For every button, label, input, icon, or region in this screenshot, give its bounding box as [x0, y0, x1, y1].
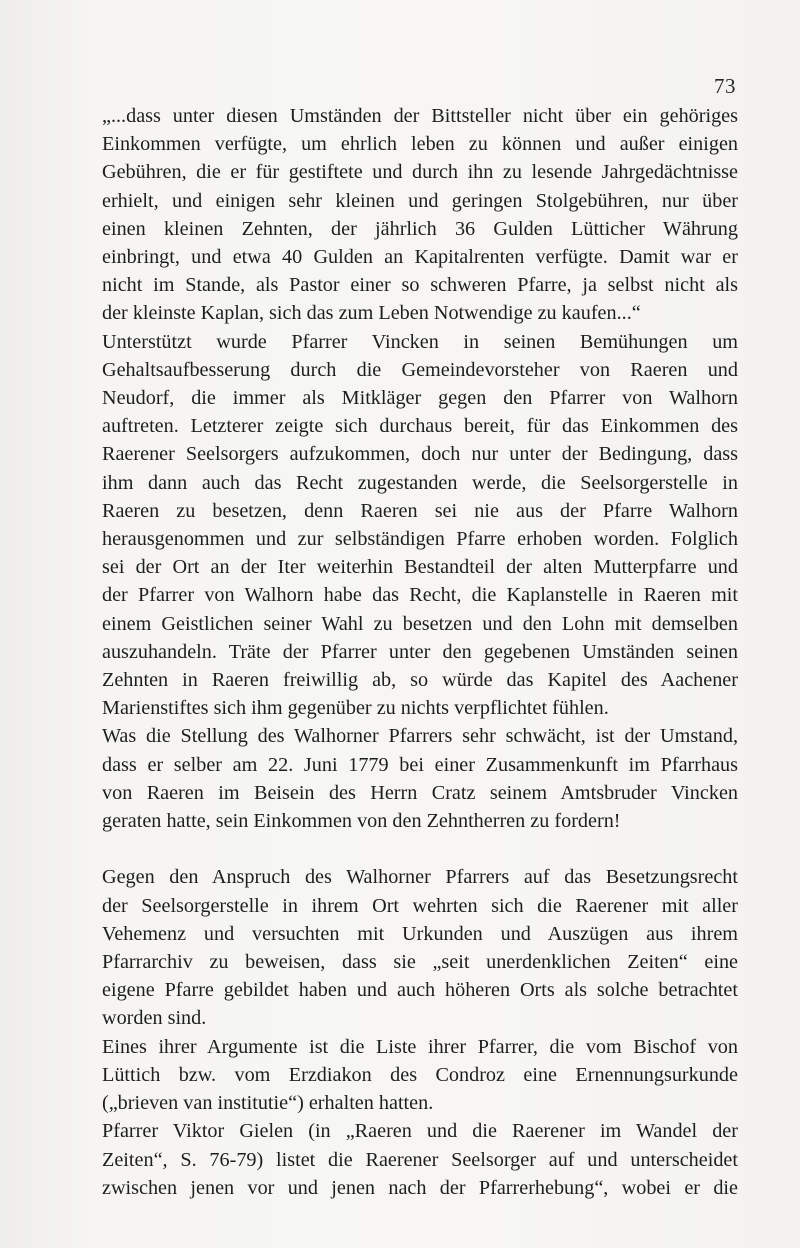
text-line: auftreten. Letzterer zeigte sich durchaus bereit, für das Einkommen des [102, 415, 738, 438]
paragraph-vincken-support [102, 328, 738, 723]
text-line: Gegen den Anspruch des Walhorner Pfarrers auf das Besetzungsrecht [102, 866, 738, 889]
paragraph-quote [102, 102, 738, 328]
text-line: Unterstützt wurde Pfarrer Vincken in seinen Bemühungen um [102, 330, 738, 353]
text-line: Zehnten in Raeren freiwillig ab, so würde das Kapitel des Aachener [102, 669, 738, 692]
paragraph-raerener-claim [102, 863, 738, 1032]
text-line: auszuhandeln. Träte der Pfarrer unter den gegebenen Umständen seinen [102, 640, 738, 663]
paragraph-gap [102, 835, 738, 863]
text-line: Eines ihrer Argumente ist die Liste ihrer Pfarrer, die vom Bischof von [102, 1035, 738, 1058]
text-line: Gebühren, die er für gestiftete und durch ihn zu lesende Jahrgedächtnisse [102, 161, 738, 184]
text-line: von Raeren im Beisein des Herrn Cratz seinem Amtsbruder Vincken [102, 781, 738, 804]
text-line: Was die Stellung des Walhorner Pfarrers sehr schwächt, ist der Umstand, [102, 725, 738, 748]
body-text [102, 102, 738, 1202]
page-number: 73 [714, 74, 736, 98]
text-line: worden sind. [102, 1007, 207, 1030]
text-line: der Pfarrer von Walhorn habe das Recht, die Kaplanstelle in Raeren mit [102, 584, 738, 607]
text-line: der kleinste Kaplan, sich das zum Leben Notwendige zu kaufen...“ [102, 302, 641, 325]
text-line: Zeiten“, S. 76-79) listet die Raerener Seelsorger auf und unterscheidet [102, 1148, 738, 1171]
text-line: nicht im Stande, als Pastor einer so schweren Pfarre, ja selbst nicht als [102, 274, 738, 297]
text-line: Neudorf, die immer als Mitkläger gegen den Pfarrer von Walhorn [102, 387, 738, 410]
text-line: Lüttich bzw. vom Erzdiakon des Condroz eine Ernennungsurkunde [102, 1063, 738, 1086]
text-line: ihm dann auch das Recht zugestanden werde, die Seelsorgerstelle in [102, 471, 738, 494]
text-line: Einkommen verfügte, um ehrlich leben zu können und außer einigen [102, 133, 738, 156]
text-line: einem Geistlichen seiner Wahl zu besetzen und den Lohn mit demselben [102, 612, 738, 635]
text-line: Vehemenz und versuchten mit Urkunden und Auszügen aus ihrem [102, 922, 738, 945]
text-line: („brieven van institutie“) erhalten hatten. [102, 1092, 434, 1115]
text-line: „...dass unter diesen Umständen der Bittsteller nicht über ein gehöriges [102, 105, 738, 127]
text-line: sei der Ort an der Iter weiterhin Bestandteil der alten Mutterpfarre und [102, 556, 738, 579]
text-line: Gehaltsaufbesserung durch die Gemeindevorsteher von Raeren und [102, 358, 738, 381]
text-line: einbringt, und etwa 40 Gulden an Kapitalrenten verfügte. Damit war er [102, 246, 738, 269]
text-line: geraten hatte, sein Einkommen von den Zehntherren zu fordern! [102, 810, 621, 833]
text-line: erhielt, und einigen sehr kleinen und geringen Stolgebühren, nur über [102, 189, 738, 212]
text-line: Raerener Seelsorgers aufzukommen, doch nur unter der Bedingung, dass [102, 443, 738, 466]
text-line: zwischen jenen vor und jenen nach der Pfarrerhebung“, wobei er die [102, 1176, 738, 1199]
paragraph-gielen [102, 1117, 738, 1202]
paragraph-pastor-list [102, 1033, 738, 1118]
text-line: Raeren zu besetzen, denn Raeren sei nie aus der Pfarre Walhorn [102, 499, 738, 522]
text-line: Marienstiftes sich ihm gegenüber zu nichts verpflichtet fühlen. [102, 697, 609, 720]
text-line: herausgenommen und zur selbständigen Pfarre erhoben worden. Folglich [102, 528, 738, 551]
text-line: Pfarrarchiv zu beweisen, dass sie „seit unerdenklichen Zeiten“ eine [102, 951, 738, 974]
paragraph-walhorn-position [102, 722, 738, 835]
text-line: Pfarrer Viktor Gielen (in „Raeren und die Raerener im Wandel der [102, 1120, 738, 1143]
text-line: der Seelsorgerstelle in ihrem Ort wehrten sich die Raerener mit aller [102, 894, 738, 917]
text-line: eigene Pfarre gebildet haben und auch höheren Orts als solche betrachtet [102, 979, 738, 1002]
text-line: dass er selber am 22. Juni 1779 bei einer Zusammenkunft im Pfarrhaus [102, 753, 738, 776]
text-line: einen kleinen Zehnten, der jährlich 36 Gulden Lütticher Währung [102, 217, 738, 240]
